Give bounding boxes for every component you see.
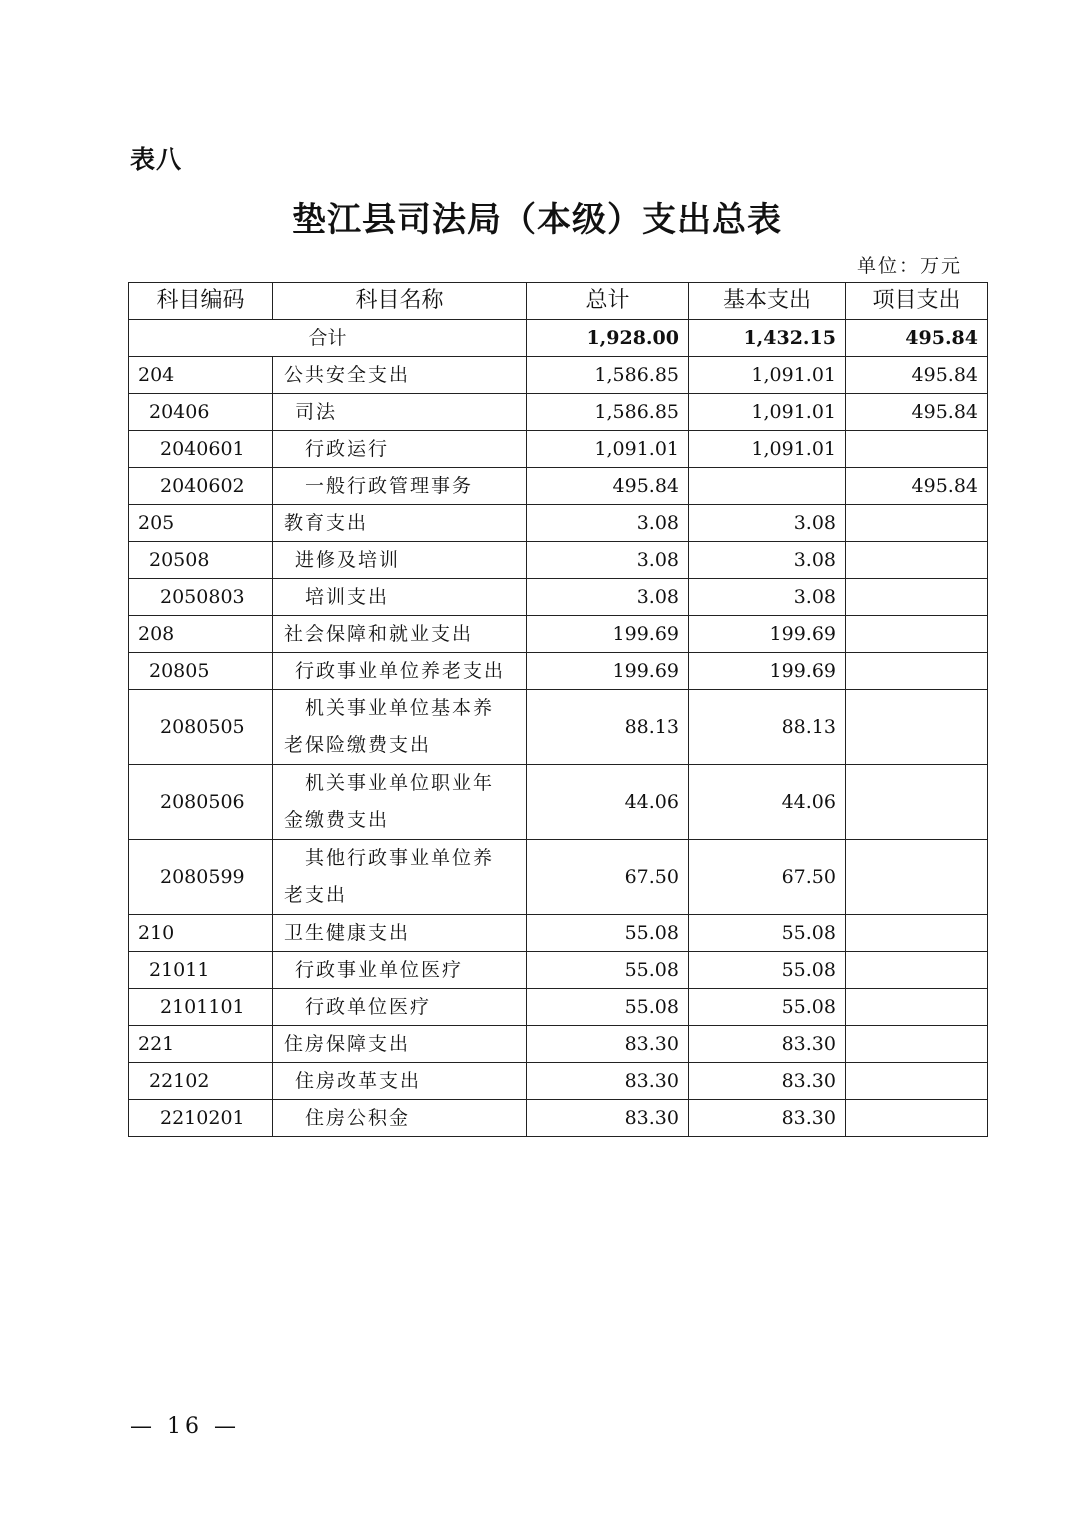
row-basic: 1,091.01 <box>689 431 846 468</box>
row-total: 83.30 <box>527 1063 689 1100</box>
row-name: 司法 <box>273 394 527 431</box>
row-total: 495.84 <box>527 468 689 505</box>
row-code: 204 <box>129 357 273 394</box>
row-name-line: 老支出 <box>284 884 348 906</box>
row-basic: 3.08 <box>689 542 846 579</box>
row-total: 83.30 <box>527 1100 689 1137</box>
row-project: 495.84 <box>846 468 988 505</box>
table-row <box>129 616 988 653</box>
row-project <box>846 616 988 653</box>
table-row <box>129 1100 988 1137</box>
row-total: 55.08 <box>527 915 689 952</box>
table-row <box>129 840 988 915</box>
row-code: 210 <box>129 915 273 952</box>
row-total: 3.08 <box>527 505 689 542</box>
row-total: 88.13 <box>527 690 689 765</box>
table-row <box>129 394 988 431</box>
total-label: 合计 <box>129 320 527 357</box>
row-basic: 55.08 <box>689 989 846 1026</box>
row-name: 进修及培训 <box>273 542 527 579</box>
row-basic: 67.50 <box>689 840 846 915</box>
row-name: 住房保障支出 <box>273 1026 527 1063</box>
row-name: 行政运行 <box>273 431 527 468</box>
row-code: 205 <box>129 505 273 542</box>
table-row <box>129 653 988 690</box>
row-total: 1,586.85 <box>527 357 689 394</box>
row-total: 3.08 <box>527 542 689 579</box>
row-name: 行政事业单位医疗 <box>273 952 527 989</box>
unit-label: 单位：万元 <box>856 255 962 277</box>
row-basic: 55.08 <box>689 915 846 952</box>
row-total: 83.30 <box>527 1026 689 1063</box>
row-total: 55.08 <box>527 989 689 1026</box>
row-code: 2080505 <box>129 690 273 765</box>
row-project <box>846 989 988 1026</box>
row-code: 2050803 <box>129 579 273 616</box>
page-number: — 16 — <box>130 1414 240 1439</box>
row-project <box>846 690 988 765</box>
row-basic: 83.30 <box>689 1063 846 1100</box>
row-basic: 44.06 <box>689 765 846 840</box>
row-code: 208 <box>129 616 273 653</box>
table-row <box>129 357 988 394</box>
row-total: 67.50 <box>527 840 689 915</box>
row-code: 2101101 <box>129 989 273 1026</box>
row-code: 2210201 <box>129 1100 273 1137</box>
row-project <box>846 915 988 952</box>
row-project <box>846 1026 988 1063</box>
row-name-line: 机关事业单位基本养 <box>305 697 495 719</box>
row-basic: 1,091.01 <box>689 357 846 394</box>
table-row <box>129 431 988 468</box>
row-project <box>846 653 988 690</box>
row-name: 行政单位医疗 <box>273 989 527 1026</box>
row-name: 行政事业单位养老支出 <box>273 653 527 690</box>
row-project <box>846 542 988 579</box>
row-total: 1,586.85 <box>527 394 689 431</box>
row-name: 住房公积金 <box>273 1100 527 1137</box>
row-name-line: 机关事业单位职业年 <box>305 772 495 794</box>
row-total: 199.69 <box>527 653 689 690</box>
row-name-line: 金缴费支出 <box>284 809 390 831</box>
row-code: 20406 <box>129 394 273 431</box>
row-project <box>846 840 988 915</box>
row-total: 3.08 <box>527 579 689 616</box>
row-name-line: 老保险缴费支出 <box>284 734 432 756</box>
table-row <box>129 952 988 989</box>
row-project <box>846 505 988 542</box>
row-project: 495.84 <box>846 394 988 431</box>
table-row <box>129 579 988 616</box>
row-basic: 3.08 <box>689 579 846 616</box>
row-basic: 199.69 <box>689 616 846 653</box>
row-code: 2080506 <box>129 765 273 840</box>
column-header-project: 项目支出 <box>846 283 988 320</box>
table-row <box>129 915 988 952</box>
row-basic: 1,091.01 <box>689 394 846 431</box>
expenditure-table <box>128 282 988 1137</box>
row-name: 教育支出 <box>273 505 527 542</box>
row-code: 22102 <box>129 1063 273 1100</box>
table-row <box>129 690 988 765</box>
row-name: 住房改革支出 <box>273 1063 527 1100</box>
column-header-code: 科目编码 <box>129 283 273 320</box>
row-name: 一般行政管理事务 <box>273 468 527 505</box>
row-code: 2080599 <box>129 840 273 915</box>
row-total: 199.69 <box>527 616 689 653</box>
row-name: 社会保障和就业支出 <box>273 616 527 653</box>
column-header-basic: 基本支出 <box>689 283 846 320</box>
row-total: 55.08 <box>527 952 689 989</box>
row-basic: 83.30 <box>689 1026 846 1063</box>
column-header-total: 总计 <box>527 283 689 320</box>
row-basic <box>689 468 846 505</box>
row-name <box>273 765 527 840</box>
row-basic: 88.13 <box>689 690 846 765</box>
row-name: 培训支出 <box>273 579 527 616</box>
row-code: 20805 <box>129 653 273 690</box>
total-amount: 1,928.00 <box>527 320 689 357</box>
row-code: 221 <box>129 1026 273 1063</box>
document-title: 垫江县司法局（本级）支出总表 <box>292 200 782 240</box>
total-project: 495.84 <box>846 320 988 357</box>
row-total: 44.06 <box>527 765 689 840</box>
table-row <box>129 989 988 1026</box>
row-name <box>273 690 527 765</box>
table-row <box>129 468 988 505</box>
table-row <box>129 505 988 542</box>
row-project: 495.84 <box>846 357 988 394</box>
row-project <box>846 1063 988 1100</box>
row-basic: 199.69 <box>689 653 846 690</box>
row-project <box>846 1100 988 1137</box>
column-header-name: 科目名称 <box>273 283 527 320</box>
row-name <box>273 840 527 915</box>
table-label: 表八 <box>130 145 183 174</box>
row-project <box>846 952 988 989</box>
row-basic: 83.30 <box>689 1100 846 1137</box>
row-name-line: 其他行政事业单位养 <box>305 847 495 869</box>
total-basic: 1,432.15 <box>689 320 846 357</box>
table-row <box>129 542 988 579</box>
row-code: 20508 <box>129 542 273 579</box>
row-project <box>846 579 988 616</box>
row-basic: 55.08 <box>689 952 846 989</box>
row-name: 卫生健康支出 <box>273 915 527 952</box>
table-row <box>129 1063 988 1100</box>
row-project <box>846 765 988 840</box>
row-total: 1,091.01 <box>527 431 689 468</box>
header-row <box>129 283 988 320</box>
table-row <box>129 1026 988 1063</box>
table-row <box>129 765 988 840</box>
row-basic: 3.08 <box>689 505 846 542</box>
row-code: 21011 <box>129 952 273 989</box>
total-row <box>129 320 988 357</box>
row-code: 2040602 <box>129 468 273 505</box>
row-name: 公共安全支出 <box>273 357 527 394</box>
row-code: 2040601 <box>129 431 273 468</box>
row-project <box>846 431 988 468</box>
